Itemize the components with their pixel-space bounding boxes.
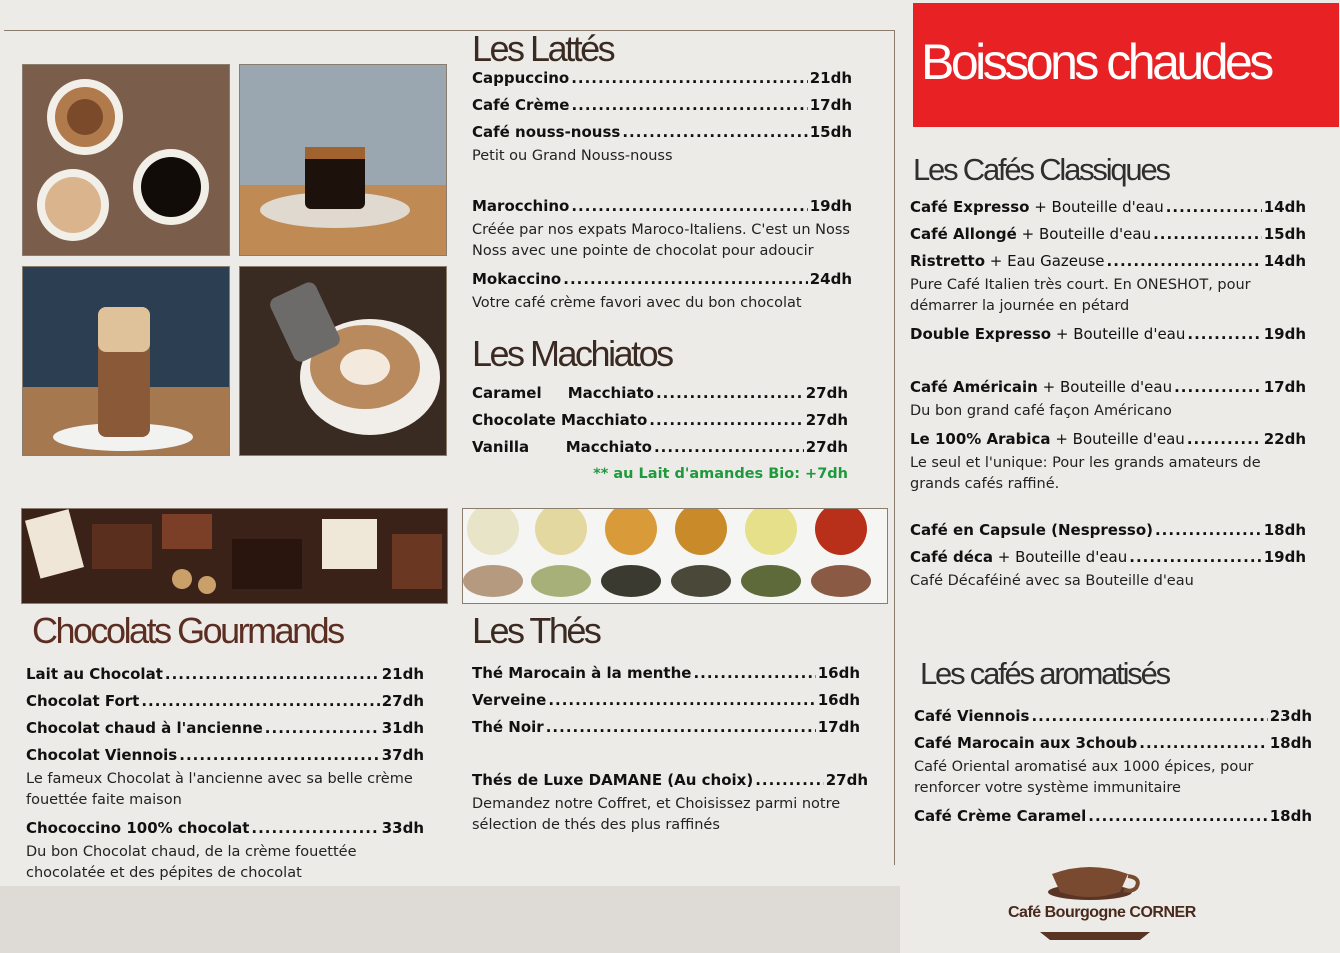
menu-item: Thés de Luxe DAMANE (Au choix) ..... 27dh <box>472 767 868 794</box>
menu-item: Café Marocain aux 3choub ..... 18dh <box>914 730 1312 757</box>
photo-latte-glass <box>22 266 230 456</box>
list-cafes-aromatises <box>914 703 1312 830</box>
item-description: Votre café crème favori avec du bon chocolat <box>472 295 802 311</box>
list-machiatos <box>472 380 848 487</box>
menu-item: Verveine ..... 16dh <box>472 687 860 714</box>
list-lattes <box>472 65 852 318</box>
menu-item: Chococcino 100% chocolat ..... 33dh <box>26 815 424 842</box>
list-cafes-classiques <box>910 194 1306 596</box>
item-description: Café Oriental aromatisé aux 1000 épices, pour renforcer votre système immunitaire <box>914 759 1254 796</box>
heading-machiatos: Les Machiatos <box>472 333 672 374</box>
heading-cafes-classiques: Les Cafés Classiques <box>913 152 1169 187</box>
photo-latte-art <box>239 266 447 456</box>
photo-tea-cups <box>462 508 888 604</box>
photo-chocolates <box>21 508 448 604</box>
item-description: Demandez notre Coffret, et Choisissez parmi notre sélection de thés des plus raffinés <box>472 796 841 833</box>
menu-item: Ristretto + Eau Gazeuse ..... 14dh <box>910 248 1306 275</box>
menu-item: Le 100% Arabica + Bouteille d'eau ..... 22dh <box>910 426 1306 453</box>
menu-item: Mokaccino ..... 24dh <box>472 266 852 293</box>
menu-item: Café en Capsule (Nespresso) ..... 18dh <box>910 517 1306 544</box>
item-description: Le fameux Chocolat à l'ancienne avec sa belle crème fouettée faite maison <box>26 771 413 808</box>
menu-item: Double Expresso + Bouteille d'eau ..... 19dh <box>910 321 1306 348</box>
almond-milk-note: ** au Lait d'amandes Bio: +7dh <box>593 466 848 482</box>
menu-item: Chocolat chaud à l'ancienne ..... 31dh <box>26 715 424 742</box>
menu-item: Vanilla Macchiato ..... 27dh <box>472 434 848 461</box>
photo-coffee-cups <box>22 64 230 256</box>
menu-item: Chocolat Fort ..... 27dh <box>26 688 424 715</box>
menu-item: Café Expresso + Bouteille d'eau ..... 14dh <box>910 194 1306 221</box>
photo-espresso-glass <box>239 64 447 256</box>
item-description: Pure Café Italien très court. En ONESHOT, pour démarrer la journée en pétard <box>910 277 1251 314</box>
item-description: Du bon Chocolat chaud, de la crème fouettée chocolatée et des pépites de chocolat <box>26 844 357 881</box>
menu-item: Marocchino ..... 19dh <box>472 193 852 220</box>
menu-item: Thé Noir ..... 17dh <box>472 714 860 741</box>
menu-item: Cappuccino ..... 21dh <box>472 65 852 92</box>
menu-item: Caramel Macchiato ..... 27dh <box>472 380 848 407</box>
heading-chocolats: Chocolats Gourmands <box>32 610 343 651</box>
menu-item: Thé Marocain à la menthe ..... 16dh <box>472 660 860 687</box>
menu-item: Café Allongé + Bouteille d'eau ..... 15dh <box>910 221 1306 248</box>
heading-cafes-aromatises: Les cafés aromatisés <box>920 656 1169 691</box>
menu-item: Café Crème ..... 17dh <box>472 92 852 119</box>
banner-title: Boissons chaudes <box>913 3 1339 127</box>
item-description: Le seul et l'unique: Pour les grands amateurs de grands cafés raffiné. <box>910 455 1261 492</box>
list-chocolats <box>26 661 424 888</box>
menu-item: Café Crème Caramel ..... 18dh <box>914 803 1312 830</box>
heading-thes: Les Thés <box>472 610 600 651</box>
item-description: Créée par nos expats Maroco-Italiens. C'est un Noss Noss avec une pointe de chocolat pour adoucir <box>472 222 850 259</box>
menu-item: Café nouss-nouss ..... 15dh <box>472 119 852 146</box>
menu-item: Chocolat Viennois ..... 37dh <box>26 742 424 769</box>
list-thes <box>472 660 868 840</box>
heading-lattes: Les Lattés <box>472 28 614 69</box>
bottom-band <box>0 886 900 953</box>
cafe-logo <box>1000 862 1196 946</box>
menu-item: Chocolate Macchiato ..... 27dh <box>472 407 848 434</box>
logo-text: Café Bourgogne CORNER <box>1008 904 1196 921</box>
menu-item: Café déca + Bouteille d'eau ..... 19dh <box>910 544 1306 571</box>
menu-item: Café Américain + Bouteille d'eau ..... 17dh <box>910 374 1306 401</box>
menu-item: Lait au Chocolat ..... 21dh <box>26 661 424 688</box>
item-description: Café Décaféiné avec sa Bouteille d'eau <box>910 573 1194 589</box>
menu-item: Café Viennois ..... 23dh <box>914 703 1312 730</box>
item-description: Du bon grand café façon Américano <box>910 403 1172 419</box>
item-description: Petit ou Grand Nouss-nouss <box>472 148 673 164</box>
